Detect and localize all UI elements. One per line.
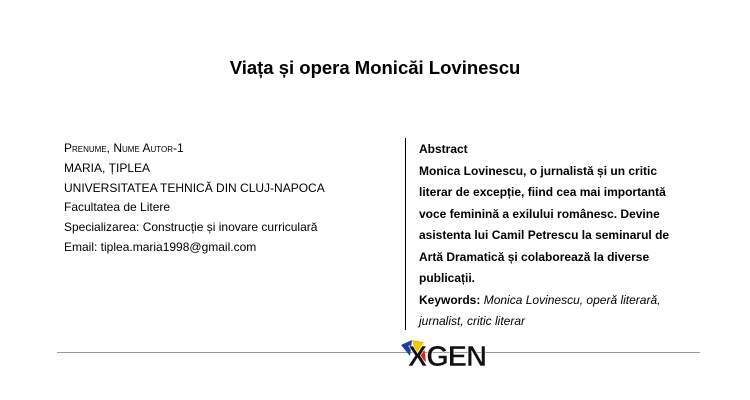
column-divider bbox=[405, 138, 406, 330]
author-name-label: Prenume, Nume Autor-1 bbox=[64, 141, 184, 155]
keywords-label: Keywords: bbox=[419, 292, 481, 307]
abstract-block bbox=[419, 139, 709, 333]
author-specialization: Specializarea: Construcție și inovare curriculară bbox=[64, 220, 318, 235]
keywords-values-continued: jurnalist, critic literar bbox=[419, 314, 526, 328]
footer-rule bbox=[57, 352, 700, 353]
author-block bbox=[64, 139, 384, 258]
keywords-values: Monica Lovinescu, operă literară, bbox=[483, 292, 661, 307]
author-name: MARIA, ȚIPLEA bbox=[64, 160, 151, 175]
abstract-line: Monica Lovinescu, o jurnalistă și un critic bbox=[419, 163, 658, 178]
logo-text: XGEN bbox=[407, 341, 487, 372]
abstract-line: literar de excepție, fiind cea mai importantă bbox=[419, 185, 666, 199]
abstract-line: Artă Dramatică și colaborează la diverse bbox=[419, 249, 650, 264]
abstract-line: voce feminină a exilului românesc. Devine bbox=[419, 206, 660, 221]
keywords-line bbox=[419, 290, 709, 312]
abstract-heading: Abstract bbox=[419, 142, 468, 156]
abstract-line: asistenta lui Camil Petrescu la seminarul de bbox=[419, 228, 670, 242]
author-faculty: Facultatea de Litere bbox=[64, 200, 171, 215]
abstract-line: publicații. bbox=[419, 271, 476, 285]
xgen-logo bbox=[392, 336, 502, 372]
author-university: UNIVERSITATEA TEHNICĂ DIN CLUJ-NAPOCA bbox=[64, 180, 325, 195]
author-email: Email: tiplea.maria1998@gmail.com bbox=[64, 239, 257, 254]
document-title: Viața și opera Monicăi Lovinescu bbox=[229, 57, 521, 78]
